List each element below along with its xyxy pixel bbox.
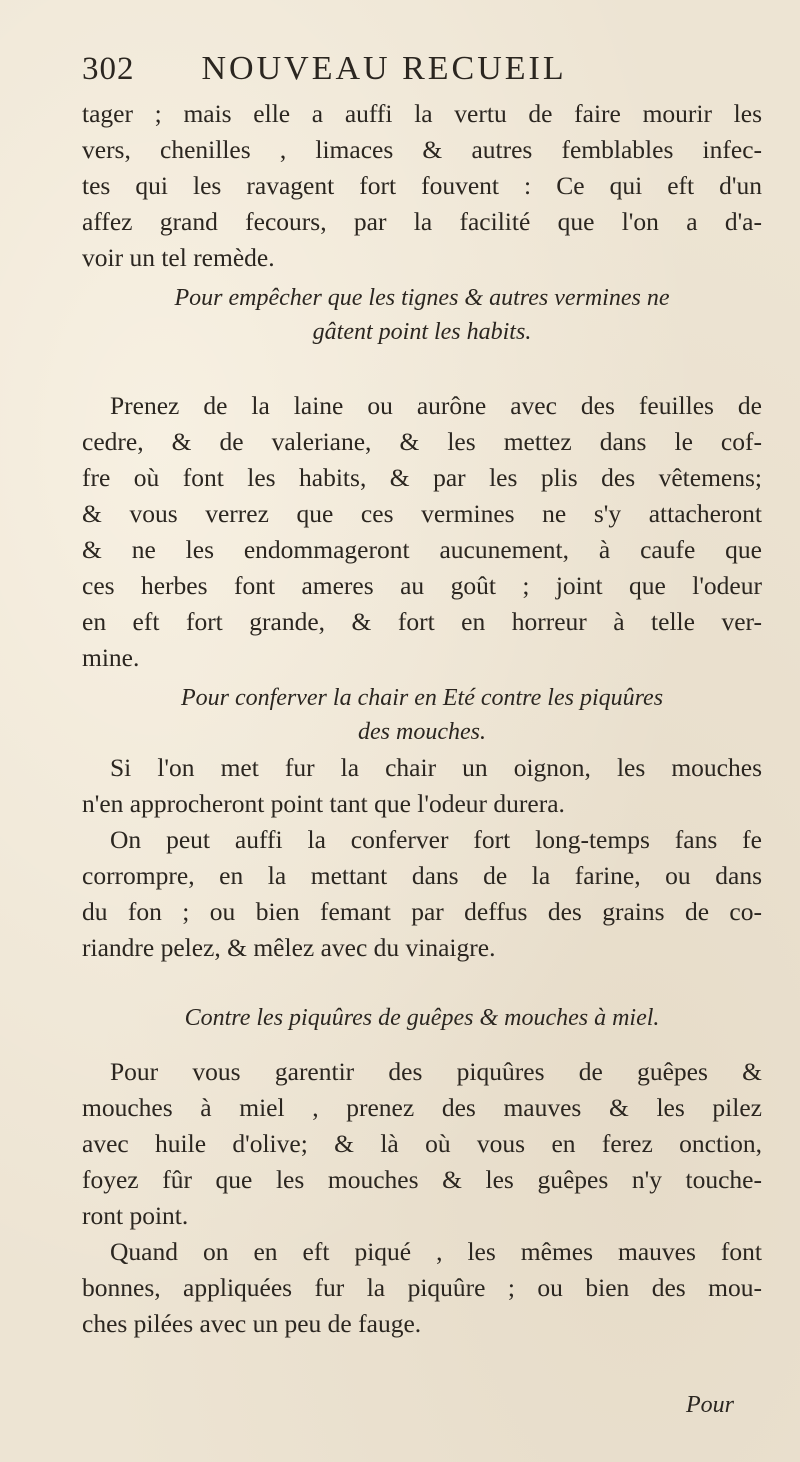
paragraph-tignes <box>82 388 762 676</box>
text-line: avec huile d'olive; & là où vous en ferez onction, <box>82 1129 762 1158</box>
text-line: ces herbes font ameres au goût ; joint que l'odeur <box>82 571 762 600</box>
text-line: du fon ; ou bien femant par deffus des grains de co- <box>82 897 762 926</box>
text-line: fre où font les habits, & par les plis des vêtemens; <box>82 463 762 492</box>
text-line: voir un tel remède. <box>82 243 275 272</box>
text-line: mouches à miel , prenez des mauves & les pilez <box>82 1093 762 1122</box>
text-line: foyez fûr que les mouches & les guêpes n'y touche- <box>82 1165 762 1194</box>
text-line: en eft fort grande, & fort en horreur à telle ver- <box>82 607 762 636</box>
heading-line: Contre les piquûres de guêpes & mouches à miel. <box>184 1005 660 1031</box>
text-line: On peut auffi la conferver fort long-temps fans fe <box>110 825 762 854</box>
catchword: Pour <box>686 1392 734 1418</box>
paragraph-guepes <box>82 1054 762 1342</box>
paragraph-chair <box>82 750 762 966</box>
section-heading-guepes <box>82 1001 762 1035</box>
running-title: NOUVEAU RECUEIL <box>201 50 567 87</box>
text-line: ches pilées avec un peu de fauge. <box>82 1309 422 1338</box>
text-line: Prenez de la laine ou aurône avec des feuilles de <box>110 391 762 420</box>
text-line: tager ; mais elle a auffi la vertu de faire mourir les <box>82 99 762 128</box>
text-line: & vous verrez que ces vermines ne s'y attacheront <box>82 499 762 528</box>
running-head <box>82 46 722 92</box>
heading-line: Pour conferver la chair en Eté contre les piquûres <box>180 685 664 711</box>
text-line: corrompre, en la mettant dans de la farine, ou dans <box>82 861 762 890</box>
text-line: affez grand fecours, par la facilité que l'on a d'a- <box>82 207 762 236</box>
page-number: 302 <box>82 51 135 87</box>
section-heading-chair <box>82 681 762 749</box>
heading-line: gâtent point les habits. <box>312 319 532 345</box>
text-line: Pour vous garentir des piquûres de guêpes & <box>110 1057 762 1086</box>
text-line: Si l'on met fur la chair un oignon, les mouches <box>110 753 762 782</box>
text-line: vers, chenilles , limaces & autres femblables infec- <box>82 135 762 164</box>
heading-line: Pour empêcher que les tignes & autres vermines ne <box>174 285 670 311</box>
text-line: cedre, & de valeriane, & les mettez dans le cof- <box>82 427 762 456</box>
section-heading-tignes <box>82 281 762 349</box>
text-line: tes qui les ravagent fort fouvent : Ce qui eft d'un <box>82 171 762 200</box>
text-line: ront point. <box>82 1201 189 1230</box>
text-line: riandre pelez, & mêlez avec du vinaigre. <box>82 933 496 962</box>
text-line: mine. <box>82 643 140 672</box>
text-line: n'en approcheront point tant que l'odeur durera. <box>82 789 565 818</box>
text-line: bonnes, appliquées fur la piquûre ; ou bien des mou- <box>82 1273 762 1302</box>
text-line: Quand on en eft piqué , les mêmes mauves font <box>110 1237 762 1266</box>
heading-line: des mouches. <box>358 719 486 745</box>
paragraph-continuation <box>82 96 762 276</box>
text-line: & ne les endommageront aucunement, à caufe que <box>82 535 762 564</box>
